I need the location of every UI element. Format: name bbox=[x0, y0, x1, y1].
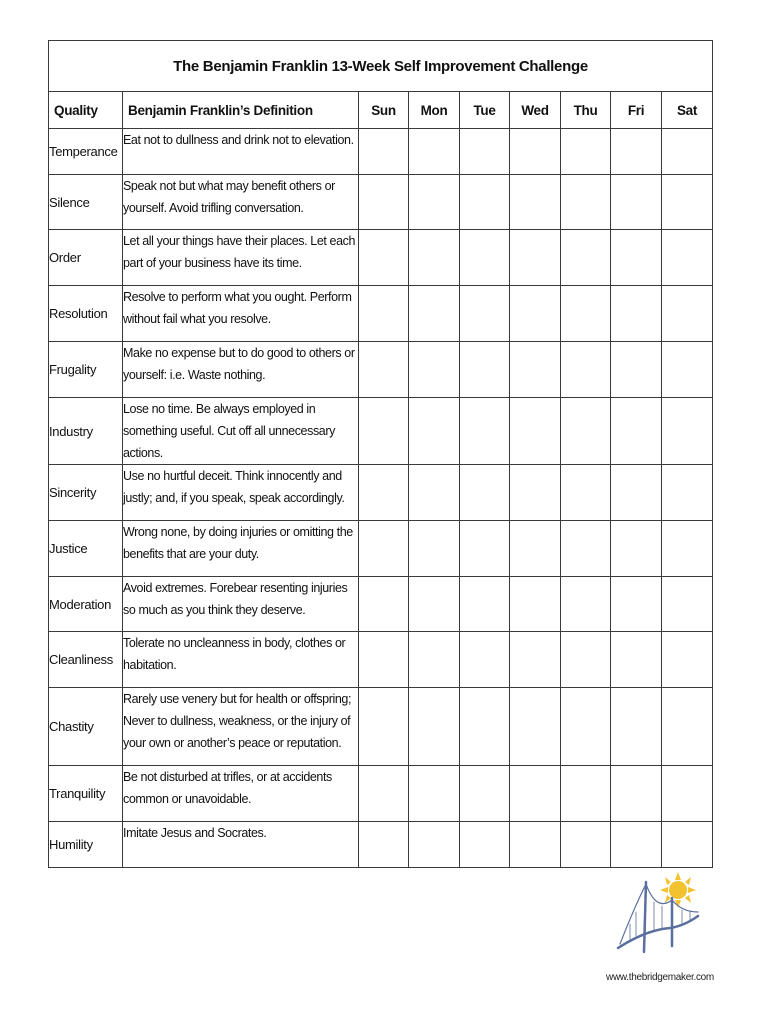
checkbox-cell-sat[interactable] bbox=[662, 465, 713, 521]
checkbox-cell-mon[interactable] bbox=[409, 465, 460, 521]
checkbox-cell-sat[interactable] bbox=[662, 286, 713, 342]
checkbox-cell-fri[interactable] bbox=[611, 398, 662, 465]
checkbox-cell-sun[interactable] bbox=[359, 822, 409, 868]
definition-cell: Speak not but what may benefit others or yourself. Avoid trifling conversation. bbox=[123, 175, 359, 230]
checkbox-cell-thu[interactable] bbox=[561, 342, 611, 398]
checkbox-cell-sun[interactable] bbox=[359, 521, 409, 577]
checkbox-cell-thu[interactable] bbox=[561, 175, 611, 230]
checkbox-cell-tue[interactable] bbox=[460, 175, 510, 230]
checkbox-cell-sun[interactable] bbox=[359, 342, 409, 398]
checkbox-cell-fri[interactable] bbox=[611, 230, 662, 286]
checkbox-cell-mon[interactable] bbox=[409, 822, 460, 868]
checkbox-cell-sun[interactable] bbox=[359, 230, 409, 286]
checkbox-cell-thu[interactable] bbox=[561, 521, 611, 577]
definition-cell: Lose no time. Be always employed in something useful. Cut off all unnecessary actions. bbox=[123, 398, 359, 465]
checkbox-cell-thu[interactable] bbox=[561, 398, 611, 465]
virtue-chart bbox=[48, 40, 713, 868]
checkbox-cell-wed[interactable] bbox=[510, 688, 561, 766]
virtue-row-industry bbox=[49, 398, 713, 465]
checkbox-cell-wed[interactable] bbox=[510, 230, 561, 286]
checkbox-cell-sun[interactable] bbox=[359, 766, 409, 822]
virtue-row-frugality bbox=[49, 342, 713, 398]
checkbox-cell-wed[interactable] bbox=[510, 342, 561, 398]
virtue-row-resolution bbox=[49, 286, 713, 342]
day-header-tue: Tue bbox=[460, 92, 510, 129]
checkbox-cell-sun[interactable] bbox=[359, 632, 409, 688]
checkbox-cell-wed[interactable] bbox=[510, 398, 561, 465]
checkbox-cell-mon[interactable] bbox=[409, 230, 460, 286]
checkbox-cell-wed[interactable] bbox=[510, 175, 561, 230]
checkbox-cell-mon[interactable] bbox=[409, 766, 460, 822]
checkbox-cell-tue[interactable] bbox=[460, 465, 510, 521]
checkbox-cell-mon[interactable] bbox=[409, 632, 460, 688]
virtue-row-tranquility bbox=[49, 766, 713, 822]
quality-cell: Chastity bbox=[49, 688, 123, 766]
checkbox-cell-sat[interactable] bbox=[662, 822, 713, 868]
definition-cell: Let all your things have their places. Let each part of your business have its time. bbox=[123, 230, 359, 286]
day-header-mon: Mon bbox=[409, 92, 460, 129]
definition-header: Benjamin Franklin’s Definition bbox=[123, 92, 359, 129]
checkbox-cell-fri[interactable] bbox=[611, 632, 662, 688]
checkbox-cell-tue[interactable] bbox=[460, 286, 510, 342]
checkbox-cell-sun[interactable] bbox=[359, 129, 409, 175]
definition-cell: Eat not to dullness and drink not to elevation. bbox=[123, 129, 359, 175]
quality-cell: Sincerity bbox=[49, 465, 123, 521]
checkbox-cell-sun[interactable] bbox=[359, 175, 409, 230]
checkbox-cell-wed[interactable] bbox=[510, 521, 561, 577]
checkbox-cell-tue[interactable] bbox=[460, 688, 510, 766]
checkbox-cell-fri[interactable] bbox=[611, 822, 662, 868]
checkbox-cell-tue[interactable] bbox=[460, 822, 510, 868]
checkbox-cell-tue[interactable] bbox=[460, 398, 510, 465]
checkbox-cell-fri[interactable] bbox=[611, 465, 662, 521]
checkbox-cell-sat[interactable] bbox=[662, 521, 713, 577]
quality-cell: Order bbox=[49, 230, 123, 286]
quality-cell: Temperance bbox=[49, 129, 123, 175]
virtue-row-sincerity bbox=[49, 465, 713, 521]
checkbox-cell-fri[interactable] bbox=[611, 342, 662, 398]
checkbox-cell-tue[interactable] bbox=[460, 342, 510, 398]
day-header-thu: Thu bbox=[561, 92, 611, 129]
quality-cell: Moderation bbox=[49, 577, 123, 632]
checkbox-cell-mon[interactable] bbox=[409, 129, 460, 175]
checkbox-cell-wed[interactable] bbox=[510, 577, 561, 632]
quality-cell: Resolution bbox=[49, 286, 123, 342]
checkbox-cell-thu[interactable] bbox=[561, 230, 611, 286]
checkbox-cell-tue[interactable] bbox=[460, 766, 510, 822]
checkbox-cell-wed[interactable] bbox=[510, 465, 561, 521]
virtue-row-moderation bbox=[49, 577, 713, 632]
checkbox-cell-thu[interactable] bbox=[561, 465, 611, 521]
virtue-row-humility bbox=[49, 822, 713, 868]
checkbox-cell-thu[interactable] bbox=[561, 688, 611, 766]
checkbox-cell-wed[interactable] bbox=[510, 766, 561, 822]
virtue-row-justice bbox=[49, 521, 713, 577]
checkbox-cell-tue[interactable] bbox=[460, 632, 510, 688]
checkbox-cell-fri[interactable] bbox=[611, 688, 662, 766]
quality-cell: Tranquility bbox=[49, 766, 123, 822]
quality-cell: Industry bbox=[49, 398, 123, 465]
checkbox-cell-thu[interactable] bbox=[561, 632, 611, 688]
checkbox-cell-wed[interactable] bbox=[510, 822, 561, 868]
checkbox-cell-sat[interactable] bbox=[662, 688, 713, 766]
virtue-row-cleanliness bbox=[49, 632, 713, 688]
day-header-wed: Wed bbox=[510, 92, 561, 129]
checkbox-cell-sun[interactable] bbox=[359, 688, 409, 766]
checkbox-cell-mon[interactable] bbox=[409, 398, 460, 465]
checkbox-cell-tue[interactable] bbox=[460, 577, 510, 632]
checkbox-cell-wed[interactable] bbox=[510, 632, 561, 688]
checkbox-cell-fri[interactable] bbox=[611, 521, 662, 577]
checkbox-cell-sat[interactable] bbox=[662, 398, 713, 465]
checkbox-cell-sat[interactable] bbox=[662, 230, 713, 286]
definition-cell: Rarely use venery but for health or offspring; Never to dullness, weakness, or the injury of your own or another’s peace or reputation. bbox=[123, 688, 359, 766]
checkbox-cell-sat[interactable] bbox=[662, 175, 713, 230]
definition-cell: Use no hurtful deceit. Think innocently and justly; and, if you speak, speak accordingly. bbox=[123, 465, 359, 521]
checkbox-cell-fri[interactable] bbox=[611, 129, 662, 175]
quality-cell: Silence bbox=[49, 175, 123, 230]
website-url: www.thebridgemaker.com bbox=[606, 972, 714, 983]
day-header-fri: Fri bbox=[611, 92, 662, 129]
checkbox-cell-wed[interactable] bbox=[510, 286, 561, 342]
virtue-row-temperance bbox=[49, 129, 713, 175]
virtue-row-order bbox=[49, 230, 713, 286]
checkbox-cell-thu[interactable] bbox=[561, 766, 611, 822]
checkbox-cell-wed[interactable] bbox=[510, 129, 561, 175]
virtue-row-silence bbox=[49, 175, 713, 230]
checkbox-cell-tue[interactable] bbox=[460, 521, 510, 577]
checkbox-cell-mon[interactable] bbox=[409, 342, 460, 398]
checkbox-cell-fri[interactable] bbox=[611, 175, 662, 230]
quality-cell: Humility bbox=[49, 822, 123, 868]
definition-cell: Imitate Jesus and Socrates. bbox=[123, 822, 359, 868]
bridge-sun-logo-icon bbox=[612, 868, 704, 964]
checkbox-cell-sun[interactable] bbox=[359, 398, 409, 465]
quality-cell: Justice bbox=[49, 521, 123, 577]
checkbox-cell-sat[interactable] bbox=[662, 577, 713, 632]
checkbox-cell-mon[interactable] bbox=[409, 521, 460, 577]
day-header-sun: Sun bbox=[359, 92, 409, 129]
definition-cell: Be not disturbed at trifles, or at accidents common or unavoidable. bbox=[123, 766, 359, 822]
checkbox-cell-tue[interactable] bbox=[460, 129, 510, 175]
virtue-rows bbox=[49, 129, 713, 868]
virtue-row-chastity bbox=[49, 688, 713, 766]
definition-cell: Wrong none, by doing injuries or omitting the benefits that are your duty. bbox=[123, 521, 359, 577]
checkbox-cell-tue[interactable] bbox=[460, 230, 510, 286]
checkbox-cell-fri[interactable] bbox=[611, 577, 662, 632]
checkbox-cell-thu[interactable] bbox=[561, 129, 611, 175]
definition-cell: Make no expense but to do good to others or yourself: i.e. Waste nothing. bbox=[123, 342, 359, 398]
definition-cell: Tolerate no uncleanness in body, clothes or habitation. bbox=[123, 632, 359, 688]
checkbox-cell-sun[interactable] bbox=[359, 286, 409, 342]
checkbox-cell-fri[interactable] bbox=[611, 766, 662, 822]
day-header-sat: Sat bbox=[662, 92, 713, 129]
definition-cell: Resolve to perform what you ought. Perform without fail what you resolve. bbox=[123, 286, 359, 342]
checkbox-cell-thu[interactable] bbox=[561, 286, 611, 342]
checkbox-cell-sat[interactable] bbox=[662, 342, 713, 398]
challenge-sheet bbox=[48, 40, 712, 868]
checkbox-cell-sun[interactable] bbox=[359, 577, 409, 632]
quality-cell: Frugality bbox=[49, 342, 123, 398]
quality-header: Quality bbox=[49, 92, 123, 129]
checkbox-cell-mon[interactable] bbox=[409, 175, 460, 230]
checkbox-cell-sat[interactable] bbox=[662, 766, 713, 822]
checkbox-cell-sat[interactable] bbox=[662, 129, 713, 175]
checkbox-cell-thu[interactable] bbox=[561, 822, 611, 868]
checkbox-cell-mon[interactable] bbox=[409, 577, 460, 632]
checkbox-cell-mon[interactable] bbox=[409, 688, 460, 766]
checkbox-cell-sun[interactable] bbox=[359, 465, 409, 521]
checkbox-cell-fri[interactable] bbox=[611, 286, 662, 342]
checkbox-cell-sat[interactable] bbox=[662, 632, 713, 688]
chart-title: The Benjamin Franklin 13-Week Self Improvement Challenge bbox=[49, 41, 713, 92]
header-row bbox=[49, 92, 713, 129]
checkbox-cell-thu[interactable] bbox=[561, 577, 611, 632]
quality-cell: Cleanliness bbox=[49, 632, 123, 688]
definition-cell: Avoid extremes. Forebear resenting injuries so much as you think they deserve. bbox=[123, 577, 359, 632]
checkbox-cell-mon[interactable] bbox=[409, 286, 460, 342]
